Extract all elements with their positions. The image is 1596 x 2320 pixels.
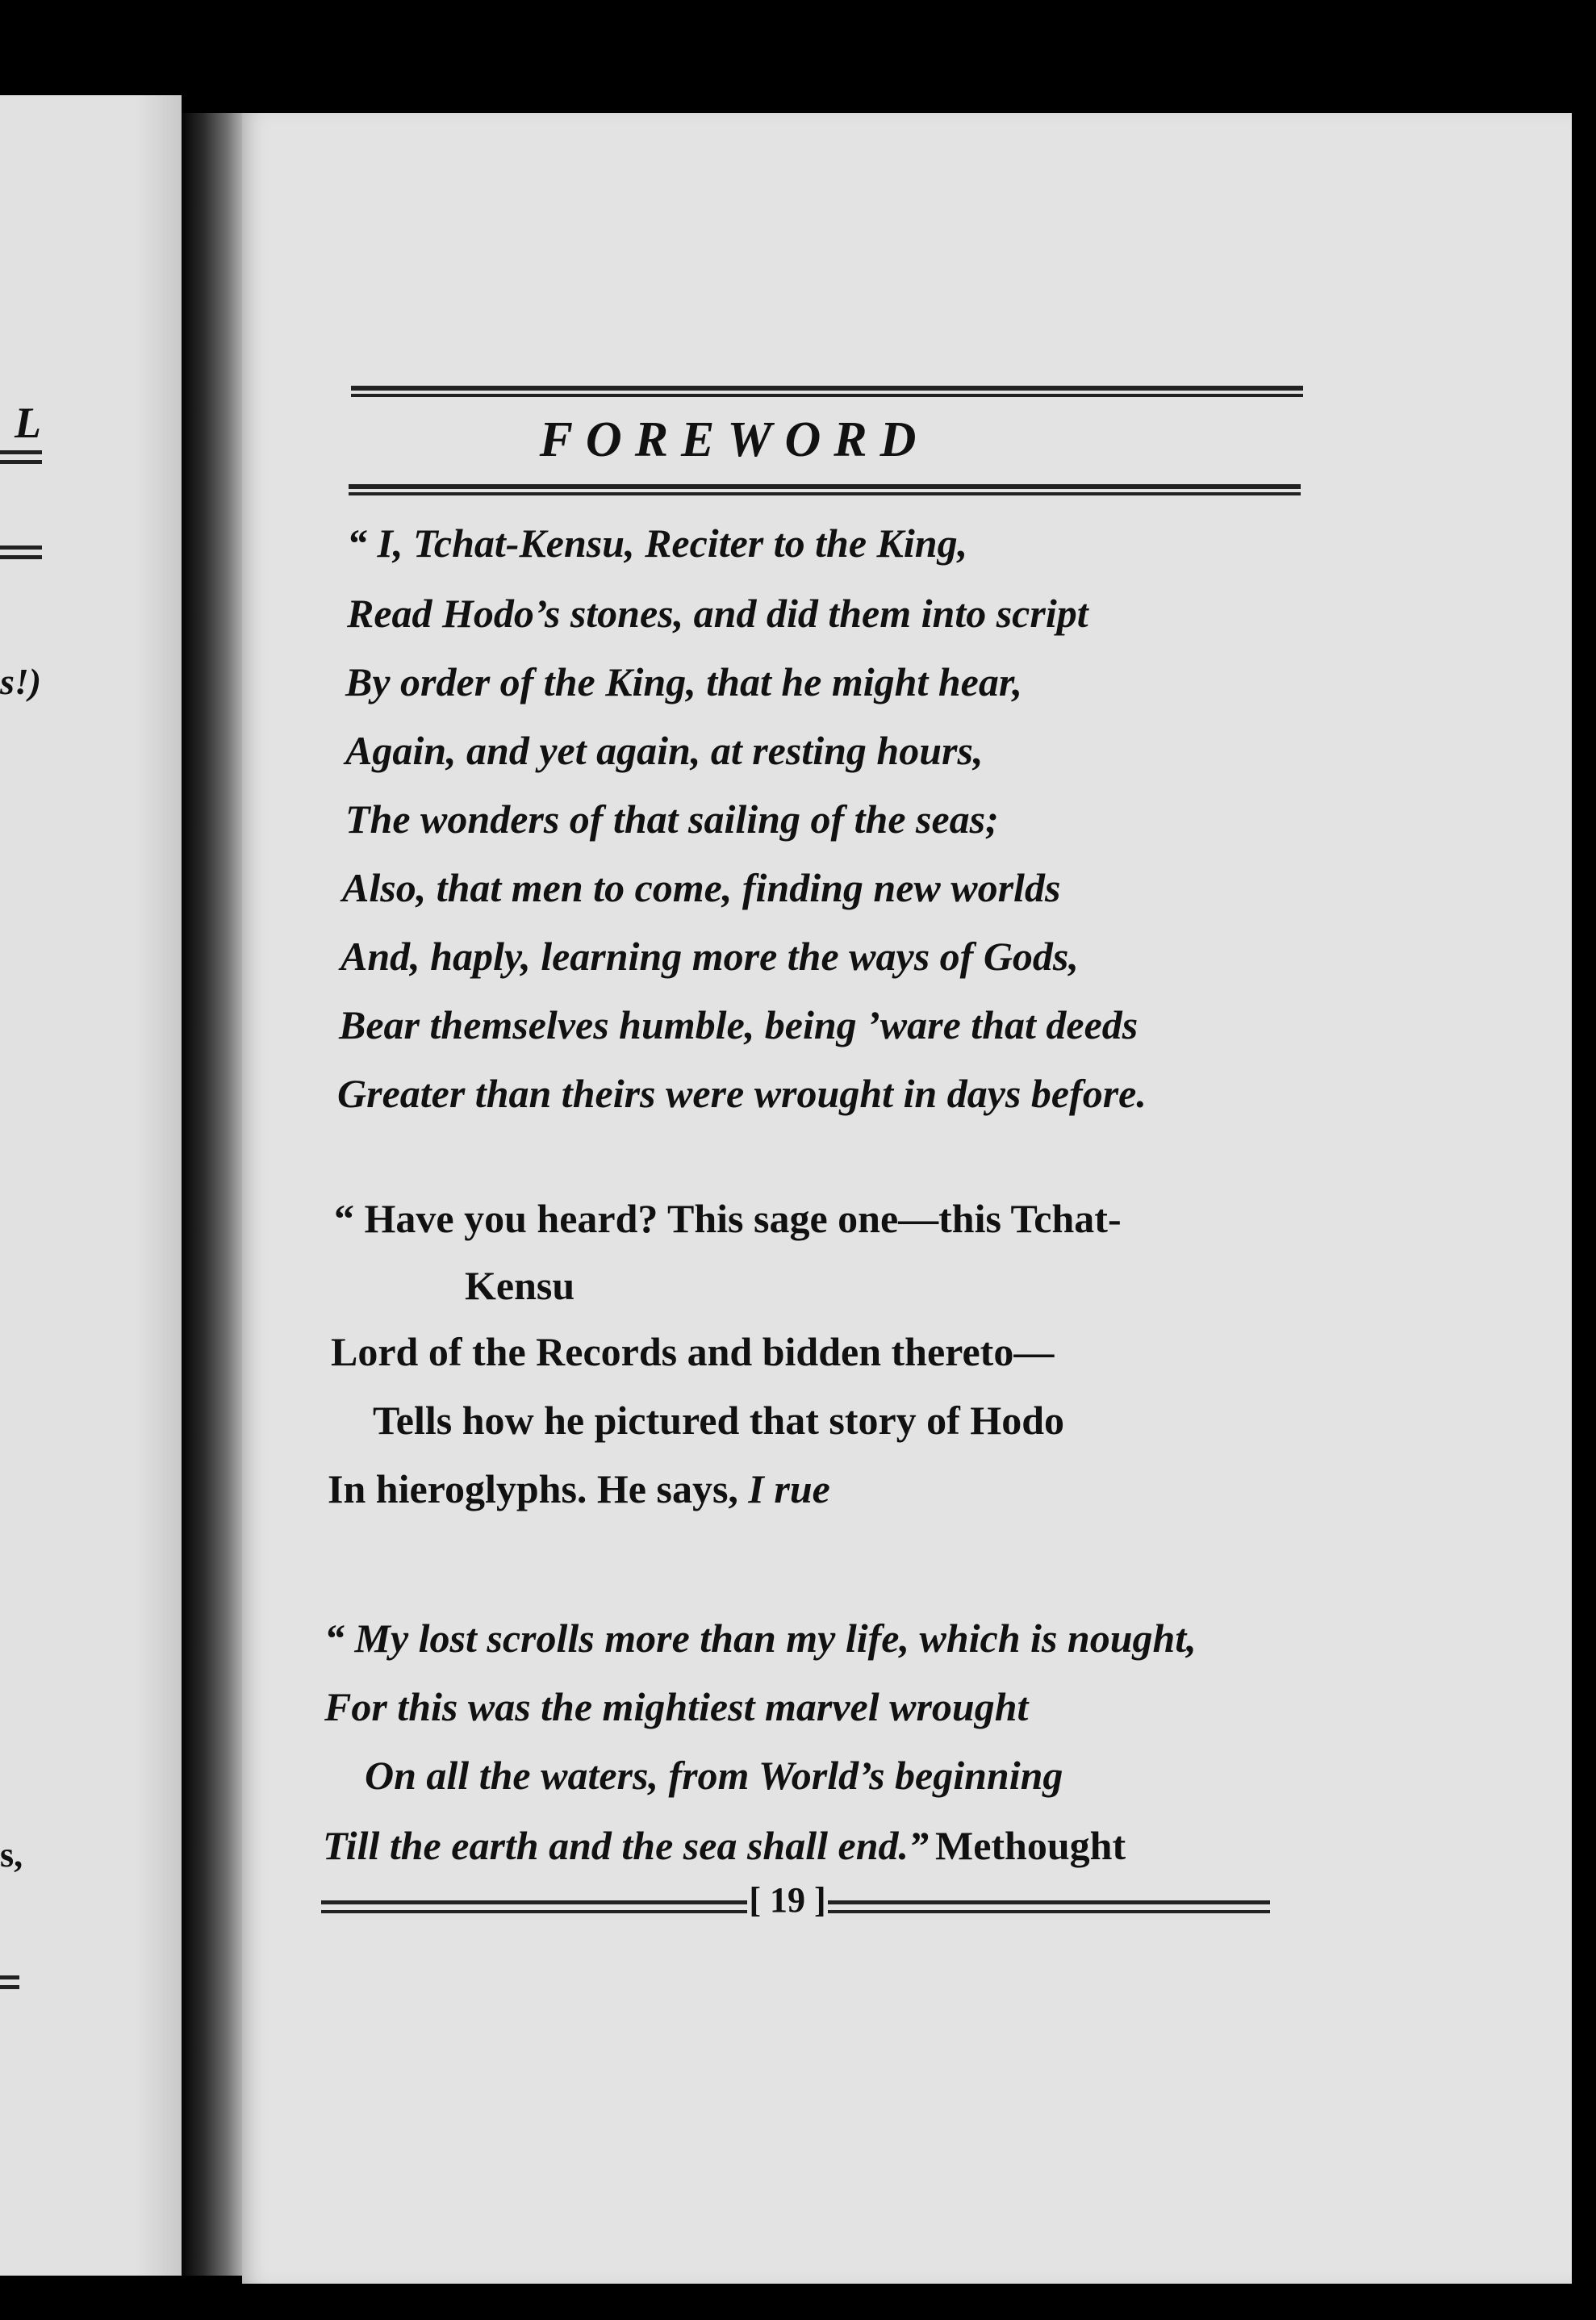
title-rule-top	[351, 386, 1303, 397]
left-page-rule	[0, 460, 42, 464]
verse-line: Again, and yet again, at resting hours,	[345, 728, 984, 773]
verse-line: “ Have you heard? This sage one—this Tchat-	[334, 1196, 1122, 1241]
verse-line-text: In hieroglyphs. He says,	[328, 1466, 738, 1511]
verse-line	[323, 1825, 1126, 1866]
verse-line	[328, 1466, 830, 1511]
page-title: FOREWORD	[539, 412, 930, 467]
verse-line-text: Till the earth and the sea shall end.”	[323, 1823, 930, 1868]
verse-line-italic-tail: I rue	[748, 1466, 830, 1511]
left-page-rule	[0, 1975, 19, 1979]
verse-line: Tells how he pictured that story of Hodo	[373, 1398, 1065, 1443]
verse-line: On all the waters, from World’s beginning	[365, 1753, 1063, 1798]
verse-line: Also, that men to come, finding new worlds	[342, 865, 1061, 910]
verse-line: And, haply, learning more the ways of Gods,	[341, 934, 1079, 979]
verse-line: Kensu	[465, 1263, 575, 1308]
page-number: [ 19 ]	[749, 1880, 826, 1920]
footer-rule-right	[828, 1900, 1270, 1913]
verse-line: The wonders of that sailing of the seas;	[345, 796, 999, 842]
verse-line-roman-tail: Methought	[935, 1823, 1126, 1868]
left-page-rule	[0, 555, 42, 559]
verse-line: “ I, Tchat-Kensu, Reciter to the King,	[347, 520, 968, 566]
left-page-fragment: L	[15, 399, 41, 447]
verse-line: Read Hodo’s stones, and did them into script	[347, 591, 1088, 636]
verse-line: Greater than theirs were wrought in days before.	[337, 1071, 1147, 1116]
page-footer	[321, 1880, 1270, 1921]
verse-line: By order of the King, that he might hear,	[345, 659, 1023, 704]
previous-page-edge	[0, 95, 182, 2276]
left-page-rule	[0, 546, 42, 550]
verse-line: Lord of the Records and bidden thereto—	[331, 1329, 1055, 1374]
left-page-fragment: s!)	[0, 661, 42, 702]
left-page-rule	[0, 1985, 19, 1989]
verse-line: Bear themselves humble, being ’ware that deeds	[339, 1002, 1139, 1047]
footer-rule-left	[321, 1900, 747, 1913]
verse-line: “ My lost scrolls more than my life, which is nought,	[324, 1616, 1197, 1661]
left-page-rule	[0, 450, 42, 454]
left-page-fragment: s,	[0, 1835, 23, 1875]
title-rule-bottom	[349, 484, 1301, 495]
verse-line: For this was the mightiest marvel wrought	[324, 1684, 1029, 1729]
